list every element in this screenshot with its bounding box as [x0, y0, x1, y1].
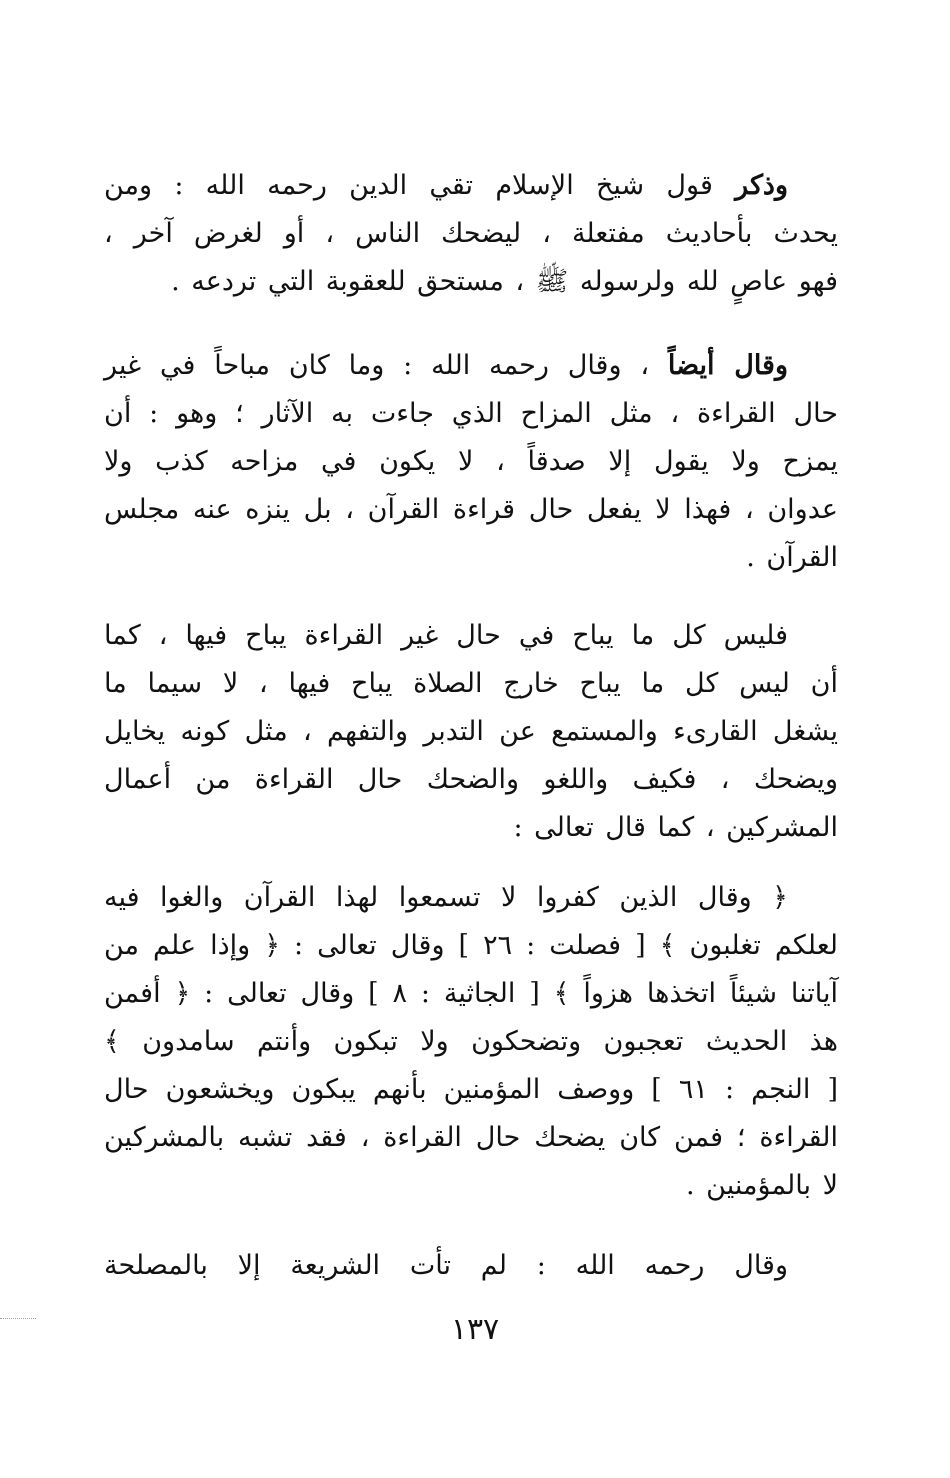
paragraph-4-line-3: آياتنا شيئاً اتخذها هزواً ﴾ [ الجاثية : ٨ ] وقال تعالى : ﴿ أفمن: [104, 978, 838, 1009]
paragraph-2-line-3: يمزح ولا يقول إلا صدقاً ، لا يكون في مزاحه كذب ولا: [104, 446, 838, 477]
paragraph-5-line-1: وقال رحمه الله : لم تأت الشريعة إلا بالمصلحة: [104, 1250, 788, 1281]
paragraph-4-line-7: لا بالمؤمنين .: [686, 1170, 838, 1201]
paragraph-2-lead: وقال أيضاً: [667, 350, 788, 381]
paragraph-4-line-2: لعلكم تغلبون ﴾ [ فصلت : ٢٦ ] وقال تعالى : ﴿ وإذا علم من: [104, 930, 838, 961]
paragraph-3-line-1: فليس كل ما يباح في حال غير القراءة يباح فيها ، كما: [104, 620, 788, 651]
paragraph-1: [104, 162, 838, 306]
paragraph-3-line-3: يشغل القارىء والمستمع عن التدبر والتفهم ، مثل كونه يخايل: [104, 716, 838, 747]
paragraph-4-line-1: ﴿ وقال الذين كفروا لا تسمعوا لهذا القرآن والغوا فيه: [104, 882, 788, 913]
paragraph-3-line-4: ويضحك ، فكيف واللغو والضحك حال القراءة من أعمال: [104, 764, 838, 795]
paragraph-2-line-1: وقال أيضاً ، وقال رحمه الله : وما كان مباحاً في غير: [104, 350, 788, 381]
paragraph-1-line-1: وذكر قول شيخ الإسلام تقي الدين رحمه الله : ومن: [104, 170, 788, 201]
paragraph-3-line-2: أن ليس كل ما يباح خارج الصلاة يباح فيها ، لا سيما ما: [104, 668, 838, 699]
paragraph-3-line-5: المشركين ، كما قال تعالى :: [513, 812, 838, 843]
paragraph-4-quran-citations: [104, 874, 838, 1210]
paragraph-4-line-6: القراءة ؛ فمن كان يضحك حال القراءة ، فقد تشبه بالمشركين: [104, 1122, 838, 1153]
paragraph-2: [104, 342, 838, 582]
paragraph-2-line-5: القرآن .: [746, 542, 838, 573]
paragraph-3: [104, 612, 838, 852]
paragraph-4-line-4: هذ الحديث تعجبون وتضحكون ولا تبكون وأنتم سامدون ﴾: [104, 1026, 838, 1057]
paragraph-1-line-2: يحدث بأحاديث مفتعلة ، ليضحك الناس ، أو لغرض آخر ،: [104, 218, 838, 249]
page-number: ١٣٧: [450, 1312, 500, 1347]
paragraph-4-line-5: [ النجم : ٦١ ] ووصف المؤمنين بأنهم يبكون ويخشعون حال: [104, 1074, 838, 1105]
paragraph-1-line-3: فهو عاصٍ لله ولرسوله ﷺ ، مستحق للعقوبة التي تردعه .: [171, 266, 838, 297]
paragraph-2-line-4: عدوان ، فهذا لا يفعل حال قراءة القرآن ، بل ينزه عنه مجلس: [104, 494, 838, 525]
paragraph-5: [104, 1242, 838, 1290]
paragraph-1-lead: وذكر: [735, 170, 788, 201]
paragraph-2-line-2: حال القراءة ، مثل المزاح الذي جاءت به الآثار ؛ وهو : أن: [104, 398, 838, 429]
